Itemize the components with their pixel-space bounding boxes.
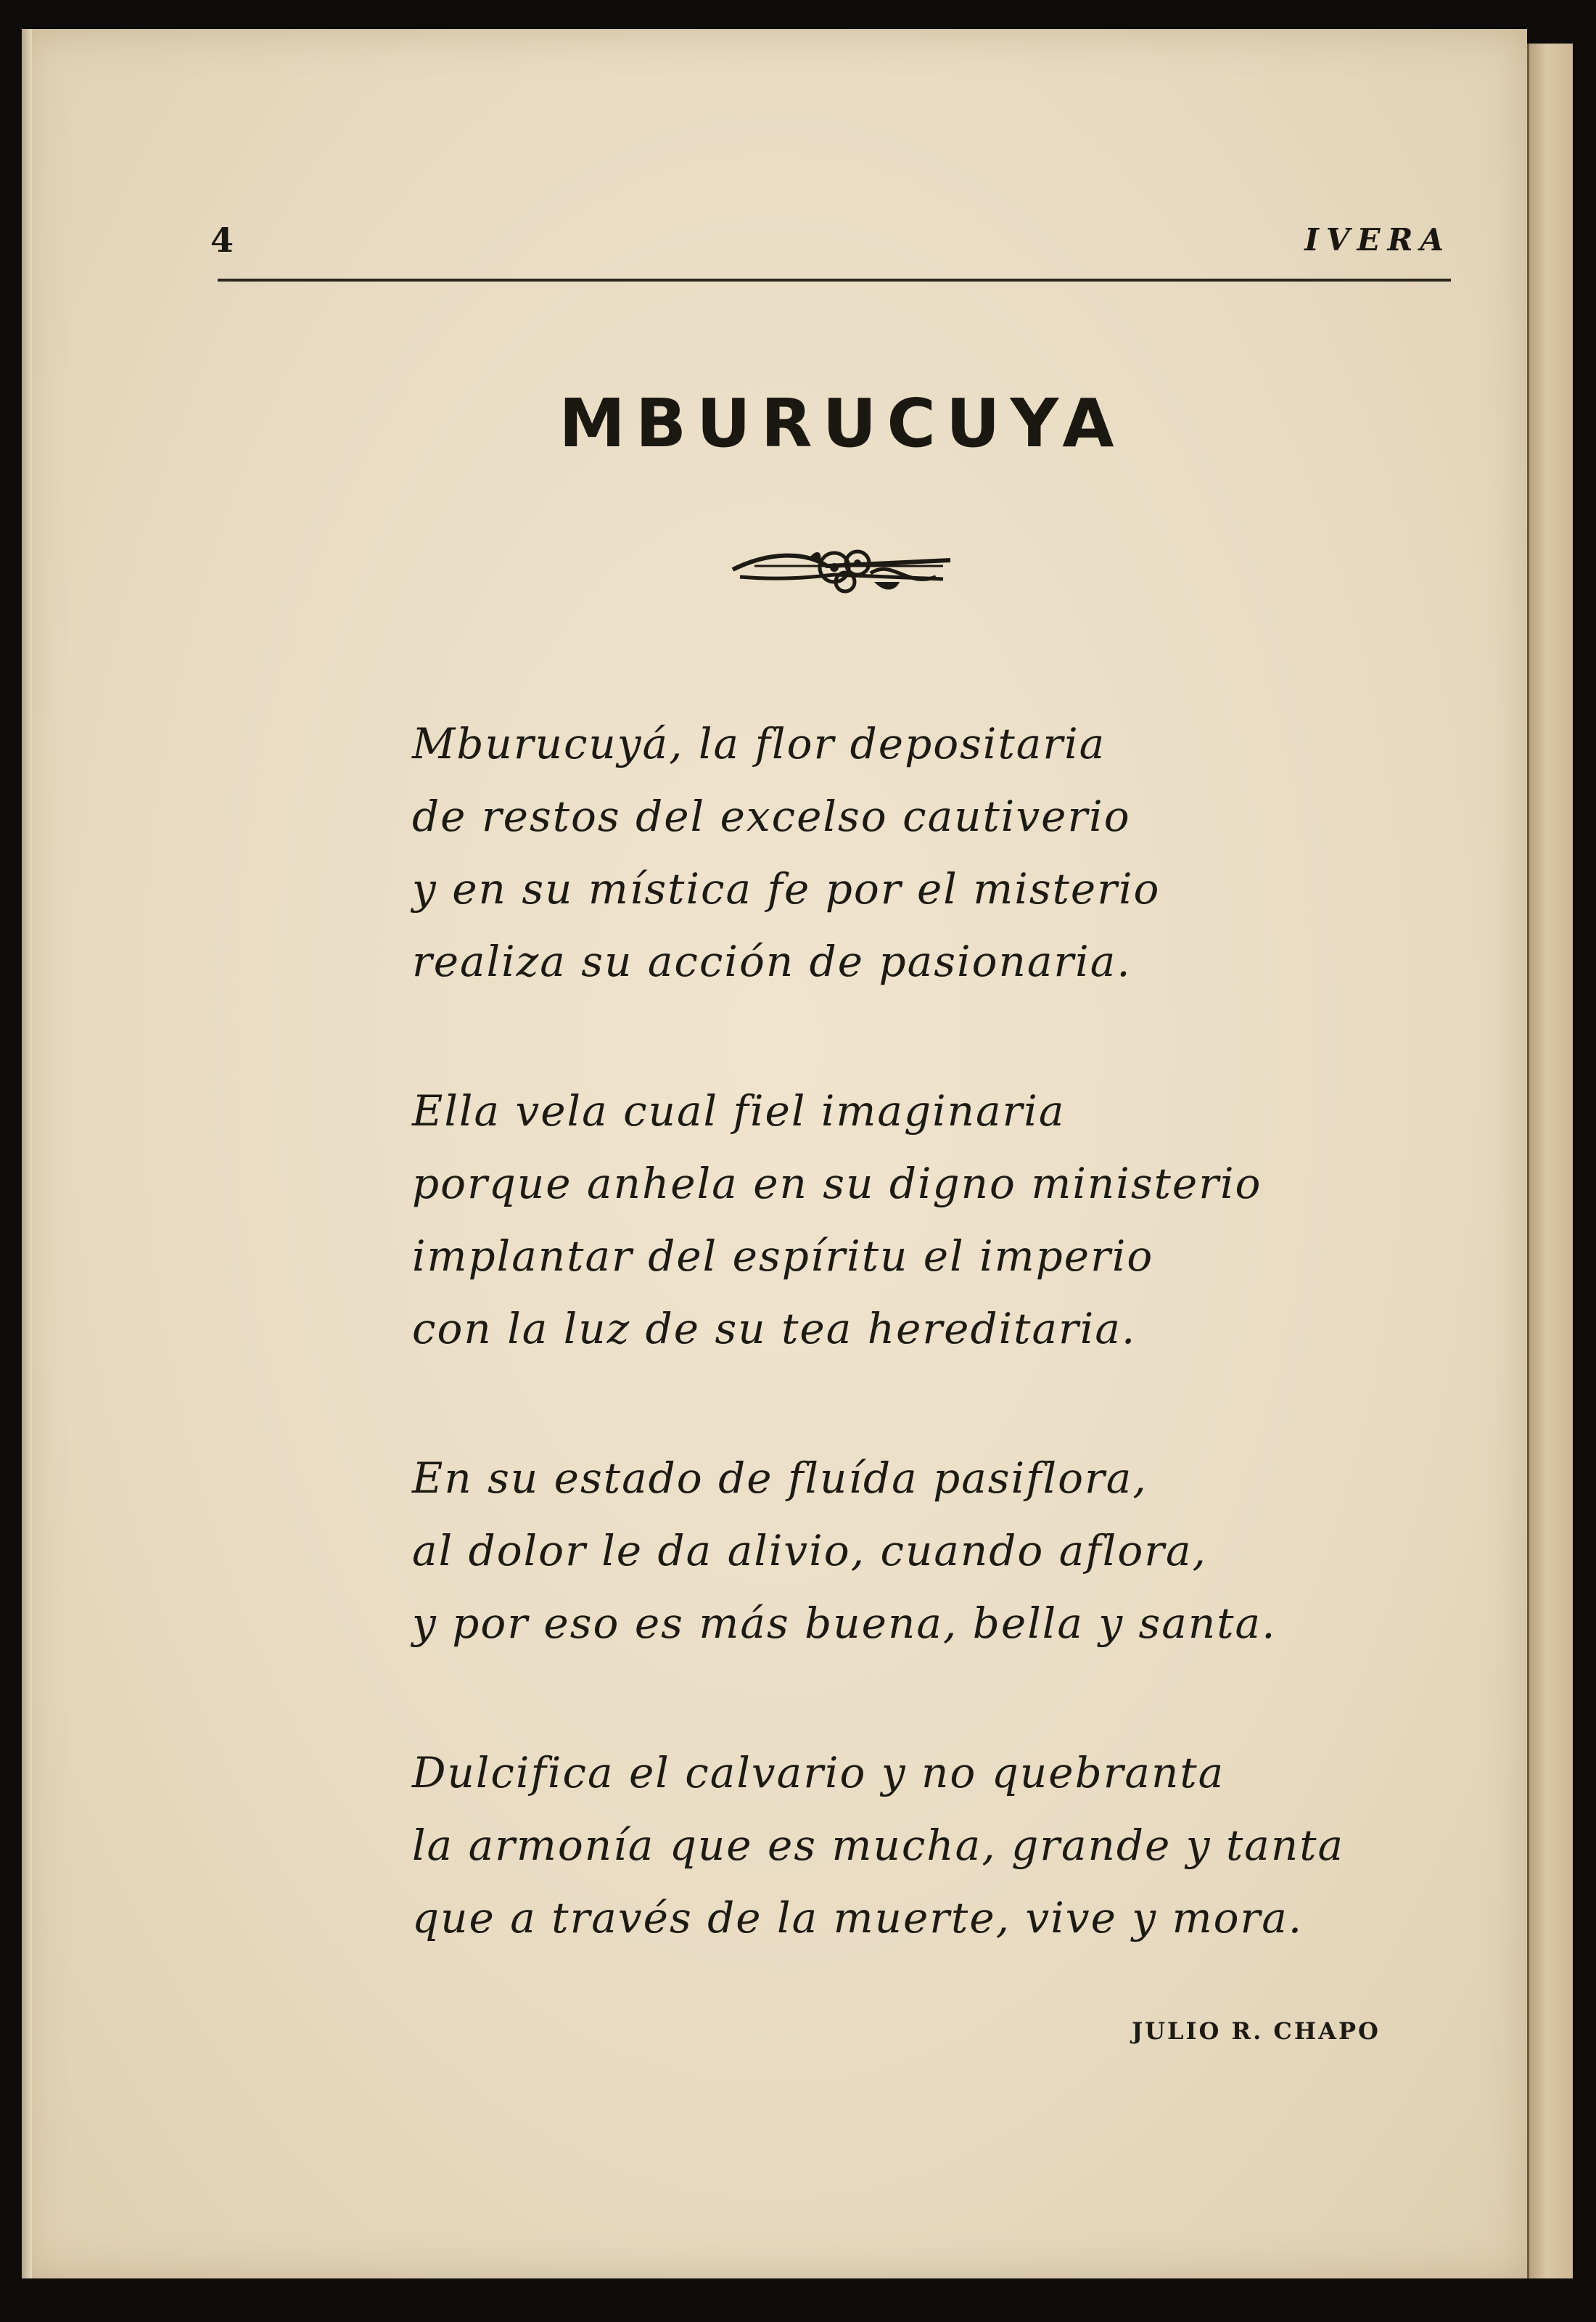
author-signature: JULIO R. CHAPO bbox=[1132, 2017, 1381, 2045]
stanza bbox=[412, 1442, 1573, 1660]
poem-line: que a través de la muerte, vive y mora. bbox=[412, 1893, 1304, 1942]
poem-line: con la luz de su tea hereditaria. bbox=[412, 1304, 1137, 1353]
poem-line: realiza su acción de pasionaria. bbox=[412, 937, 1132, 986]
stanza bbox=[412, 1736, 1573, 1954]
page-header bbox=[196, 218, 1451, 268]
poem-line: implantar del espíritu el imperio bbox=[412, 1231, 1154, 1281]
poem-line: y por eso es más buena, bella y santa. bbox=[412, 1599, 1277, 1648]
poem-line: al dolor le da alivio, cuando aflora, bbox=[412, 1526, 1207, 1575]
page-number: 4 bbox=[210, 221, 234, 260]
running-head: IVERA bbox=[1304, 222, 1451, 258]
poem-title: MBURUCUYA bbox=[559, 385, 1124, 462]
poem-line: porque anhela en su digno ministerio bbox=[412, 1159, 1262, 1208]
page-edge bbox=[22, 29, 32, 2278]
poem-line: y en su mística fe por el misterio bbox=[412, 864, 1161, 914]
poem-line: Mburucuyá, la flor depositaria bbox=[412, 719, 1106, 768]
poem-line: de restos del excelso cautiverio bbox=[412, 792, 1131, 841]
poem-line: la armonía que es mucha, grande y tanta bbox=[412, 1821, 1345, 1870]
poem-line: Ella vela cual fiel imaginaria bbox=[412, 1086, 1066, 1136]
stanza bbox=[412, 1075, 1573, 1365]
stanza bbox=[412, 707, 1573, 998]
poem-body bbox=[412, 707, 1573, 2031]
poem-line: Dulcifica el calvario y no quebranta bbox=[412, 1748, 1225, 1797]
poem-line: En su estado de fluída pasiflora, bbox=[412, 1453, 1148, 1503]
floral-ornament-icon bbox=[725, 537, 958, 602]
header-rule bbox=[218, 279, 1451, 282]
